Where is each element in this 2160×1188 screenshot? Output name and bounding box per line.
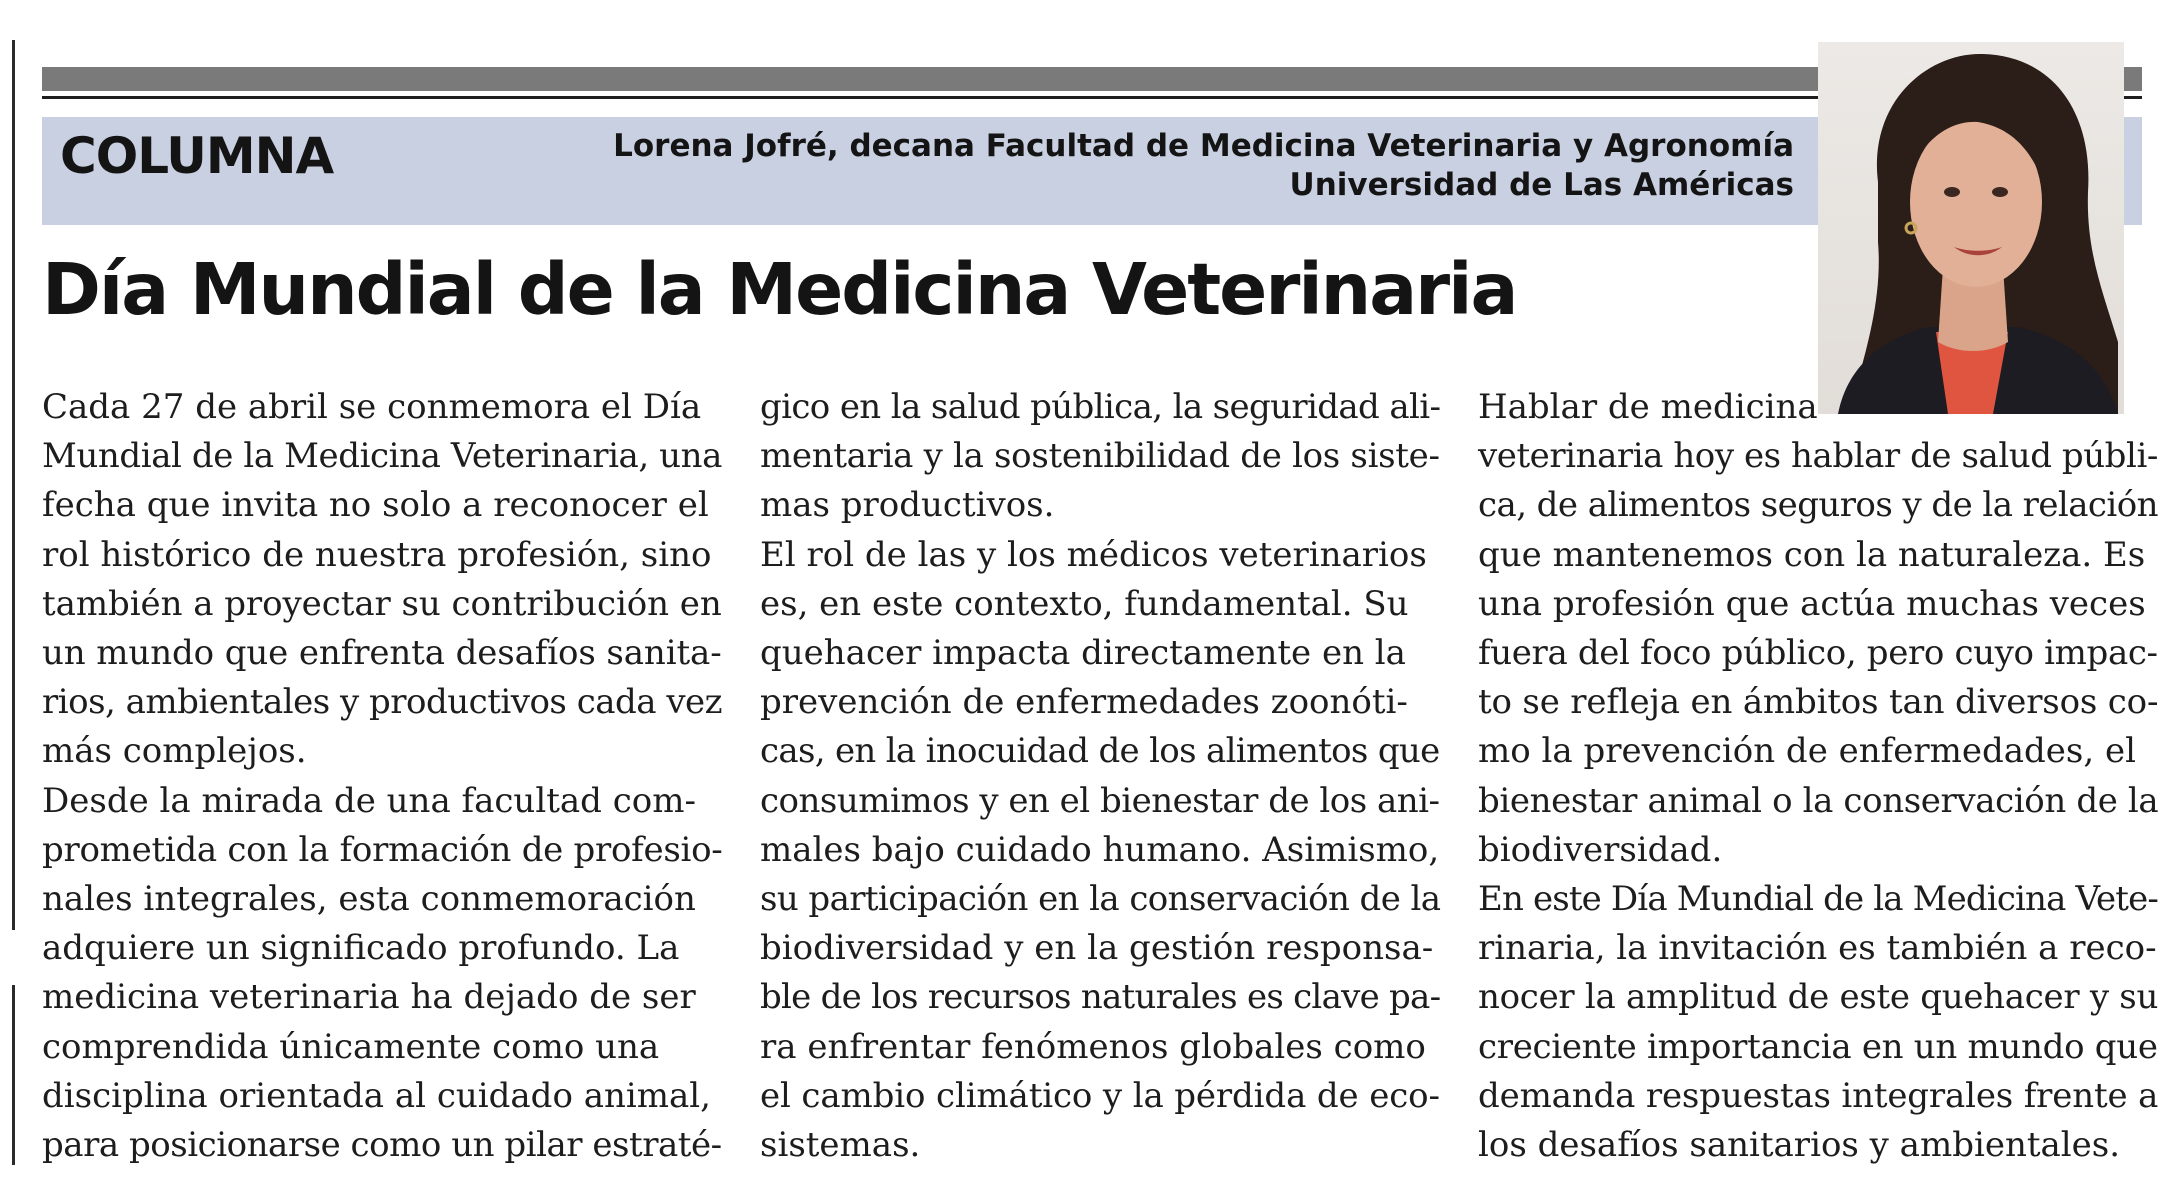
text-line: disciplina orientada al cuidado animal, [42,1075,711,1116]
text-line: que mantenemos con la naturaleza. Es [1478,534,2146,575]
text-line: ca, de alimentos seguros y de la relación [1478,485,2158,526]
text-line: Desde la mirada de una facultad com- [42,780,696,821]
text-line: En este Día Mundial de la Medicina Vete- [1478,879,2159,920]
text-line: un mundo que enfrenta desafíos sanita- [42,633,722,674]
text-line: para posicionarse como un pilar estraté- [42,1125,722,1166]
article-column-2 [760,383,1440,1170]
byline-institution: Universidad de Las Américas [1289,167,1794,203]
text-line: fecha que invita no solo a reconocer el [42,485,709,526]
text-line: consumimos y en el bienestar de los ani- [760,780,1440,821]
text-line: más complejos. [42,731,307,772]
text-line: es, en este contexto, fundamental. Su [760,583,1409,624]
text-line: su participación en la conservación de la [760,879,1441,920]
text-line: to se refleja en ámbitos tan diversos co- [1478,682,2159,723]
text-line: comprendida únicamente como una [42,1026,660,1067]
author-byline [613,127,1794,205]
text-line: una profesión que actúa muchas veces [1478,583,2146,624]
text-line: creciente importancia en un mundo que [1478,1026,2158,1067]
text-line: El rol de las y los médicos veterinarios [760,534,1427,575]
text-line: rinaria, la invitación es también a reco- [1478,928,2157,969]
text-line: medicina veterinaria ha dejado de ser [42,977,696,1018]
text-line: Cada 27 de abril se conmemora el Día [42,387,702,427]
text-line: biodiversidad y en la gestión responsa- [760,928,1434,969]
text-line: cas, en la inocuidad de los alimentos que [760,731,1440,772]
text-line: fuera del foco público, pero cuyo impac- [1478,633,2158,674]
text-line: ra enfrentar fenómenos globales como [760,1026,1426,1067]
text-line: Hablar de medicina [1478,387,1818,427]
text-line: mo la prevención de enfermedades, el [1478,731,2136,772]
byline-author: Lorena Jofré, decana Facultad de Medicina Veterinaria y Agronomía [613,128,1794,164]
text-line: nales integrales, esta conmemoración [42,879,696,920]
article-column-1 [42,383,722,1170]
text-line: veterinaria hoy es hablar de salud públi- [1478,436,2158,477]
text-line: quehacer impacta directamente en la [760,633,1406,674]
text-line: mentaria y la sostenibilidad de los siste- [760,436,1440,477]
text-line: adquiere un significado profundo. La [42,928,680,969]
text-line: rol histórico de nuestra profesión, sino [42,534,712,575]
article-column-3 [1478,383,2158,1170]
section-label: COLUMNA [60,127,334,185]
text-line: males bajo cuidado humano. Asimismo, [760,829,1440,870]
author-portrait-icon [1818,42,2124,414]
text-line: gico en la salud pública, la seguridad ali- [760,387,1441,427]
text-line: ble de los recursos naturales es clave pa- [760,977,1441,1018]
text-line: sistemas. [760,1125,921,1166]
left-margin-rule [12,40,15,930]
text-line: Mundial de la Medicina Veterinaria, una [42,436,723,477]
text-line: bienestar animal o la conservación de la [1478,780,2159,821]
text-line: los desafíos sanitarios y ambientales. [1478,1125,2121,1166]
article-headline: Día Mundial de la Medicina Veterinaria [42,248,1517,331]
text-line: rios, ambientales y productivos cada vez [42,682,723,723]
left-margin-rule-lower [12,985,15,1165]
text-line: prevención de enfermedades zoonóti- [760,682,1408,723]
text-line: biodiversidad. [1478,829,1723,870]
text-line: mas productivos. [760,485,1055,526]
text-line: prometida con la formación de profesio- [42,829,723,870]
text-line: nocer la amplitud de este quehacer y su [1478,977,2159,1018]
text-line: también a proyectar su contribución en [42,583,722,624]
text-line: demanda respuestas integrales frente a [1478,1075,2159,1116]
text-line: el cambio climático y la pérdida de eco- [760,1075,1440,1116]
